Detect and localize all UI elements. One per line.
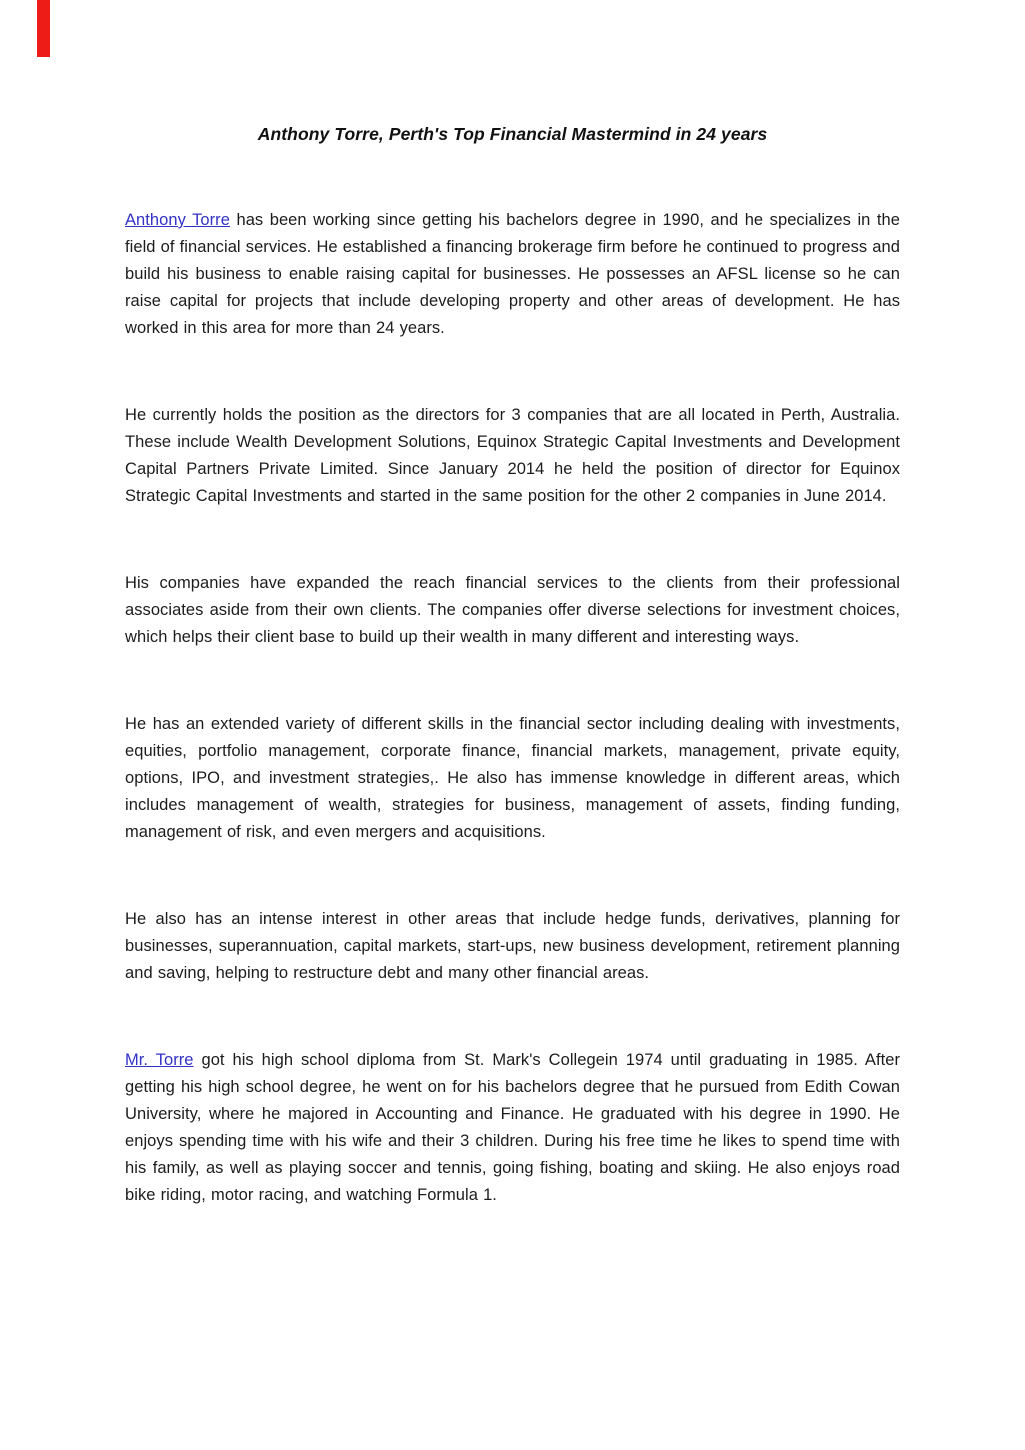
paragraph-3: His companies have expanded the reach financial services to the clients from their professional associates aside from their own clients. The companies offer diverse selections for investment choices, which helps their client base to build up their wealth in many different and interesting ways. <box>125 574 900 646</box>
document-body <box>125 207 900 1209</box>
paragraph-1: Anthony Torre has been working since getting his bachelors degree in 1990, and he specializes in the field of financial services. He established a financing brokerage firm before he continued to progress and build his business to enable raising capital for businesses. He possesses an AFSL license so he can raise capital for projects that include developing property and other areas of development. He has worked in this area for more than 24 years. <box>125 211 900 337</box>
paragraph-6: Mr. Torre got his high school diploma from St. Mark's Collegein 1974 until graduating in 1985. After getting his high school degree, he went on for his bachelors degree that he pursued from Edith Cowan University, where he majored in Accounting and Finance. He graduated with his degree in 1990. He enjoys spending time with his wife and their 3 children. During his free time he likes to spend time with his family, as well as playing soccer and tennis, going fishing, boating and skiing. He also enjoys road bike riding, motor racing, and watching Formula 1. <box>125 1051 900 1204</box>
red-marker <box>37 0 50 57</box>
paragraph-4: He has an extended variety of different skills in the financial sector including dealing with investments, equities, portfolio management, corporate finance, financial markets, management, private equity, options, IPO, and investment strategies,. He also has immense knowledge in different areas, which includes management of wealth, strategies for business, management of assets, finding funding, management of risk, and even mergers and acquisitions. <box>125 715 900 841</box>
anthony-torre-link[interactable]: Anthony Torre <box>125 211 230 229</box>
document-title: Anthony Torre, Perth's Top Financial Mastermind in 24 years <box>257 124 768 144</box>
mr-torre-link[interactable]: Mr. Torre <box>125 1051 194 1069</box>
paragraph-2: He currently holds the position as the directors for 3 companies that are all located in Perth, Australia. These include Wealth Development Solutions, Equinox Strategic Capital Investments and Development Capital Partners Private Limited. Since January 2014 he held the position of director for Equinox Strategic Capital Investments and started in the same position for the other 2 companies in June 2014. <box>125 406 900 505</box>
paragraph-5: He also has an intense interest in other areas that include hedge funds, derivatives, planning for businesses, superannuation, capital markets, start-ups, new business development, retirement planning and saving, helping to restructure debt and many other financial areas. <box>125 910 900 982</box>
